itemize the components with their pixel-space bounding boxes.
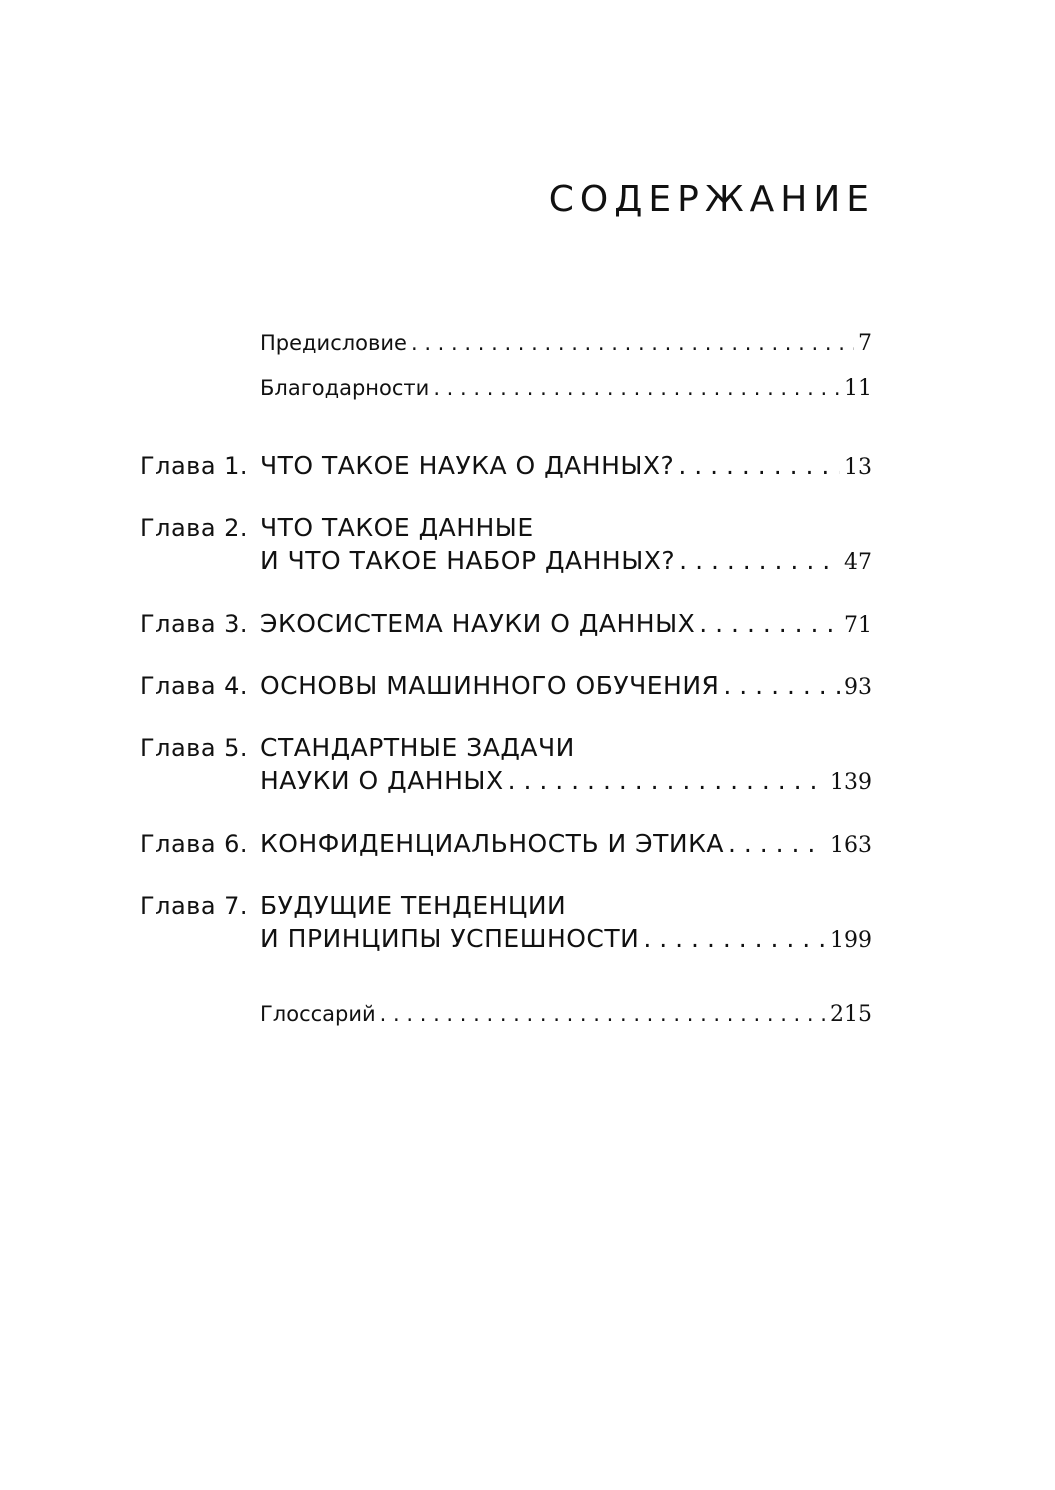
page-number: 93 — [844, 675, 872, 700]
entry-title: ЭКОСИСТЕМА НАУКИ О ДАННЫХ — [260, 609, 696, 638]
entry-title-continued: НАУКИ О ДАННЫХ — [260, 766, 504, 795]
toc-entry-chapter-7[interactable] — [140, 889, 872, 957]
page-number: 7 — [858, 331, 872, 356]
entry-title: КОНФИДЕНЦИАЛЬНОСТЬ И ЭТИКА — [260, 829, 724, 858]
toc-entry-chapter-3[interactable] — [140, 607, 872, 642]
toc-entry-chapter-2[interactable] — [140, 511, 872, 579]
page-number: 71 — [844, 613, 872, 638]
dot-leader — [728, 827, 826, 860]
page-number: 163 — [830, 833, 872, 858]
chapter-label: Глава 3. — [140, 610, 249, 638]
entry-title: Предисловие — [260, 331, 407, 355]
chapter-label: Глава 6. — [140, 830, 249, 858]
dot-leader — [699, 607, 840, 640]
dot-leader — [723, 669, 840, 702]
dot-leader — [678, 449, 840, 482]
toc-entry-acknowledgements[interactable] — [140, 373, 872, 404]
entry-title: ЧТО ТАКОЕ ДАННЫЕ — [260, 513, 534, 542]
toc-entry-glossary[interactable] — [140, 999, 872, 1030]
toc-entry-chapter-1[interactable] — [140, 449, 872, 484]
chapter-label: Глава 5. — [140, 734, 249, 762]
entry-title: Благодарности — [260, 376, 430, 400]
entry-title: СТАНДАРТНЫЕ ЗАДАЧИ — [260, 733, 575, 762]
chapter-label: Глава 7. — [140, 892, 249, 920]
dot-leader — [679, 544, 840, 577]
page-number: 47 — [844, 550, 872, 575]
toc-entry-chapter-5[interactable] — [140, 731, 872, 799]
dot-leader — [433, 373, 840, 403]
chapter-label: Глава 4. — [140, 672, 249, 700]
toc-entry-chapter-4[interactable] — [140, 669, 872, 704]
page-number: 199 — [830, 928, 872, 953]
page-number: 139 — [830, 770, 872, 795]
page-title: СОДЕРЖАНИЕ — [548, 179, 875, 220]
chapter-label: Глава 2. — [140, 514, 249, 542]
page-number: 215 — [830, 1002, 872, 1027]
entry-title: ЧТО ТАКОЕ НАУКА О ДАННЫХ? — [260, 451, 675, 480]
toc-entry-preface[interactable] — [140, 328, 872, 359]
entry-title-continued: И ПРИНЦИПЫ УСПЕШНОСТИ — [260, 924, 640, 953]
dot-leader — [411, 328, 854, 358]
page-number: 11 — [844, 376, 872, 401]
chapter-label: Глава 1. — [140, 452, 249, 480]
toc-entry-chapter-6[interactable] — [140, 827, 872, 862]
entry-title-continued: И ЧТО ТАКОЕ НАБОР ДАННЫХ? — [260, 546, 676, 575]
dot-leader — [643, 922, 826, 955]
entry-title: ОСНОВЫ МАШИННОГО ОБУЧЕНИЯ — [260, 671, 720, 700]
page-number: 13 — [844, 455, 872, 480]
dot-leader — [380, 999, 826, 1029]
entry-title: Глоссарий — [260, 1002, 376, 1026]
entry-title: БУДУЩИЕ ТЕНДЕНЦИИ — [260, 891, 567, 920]
dot-leader — [508, 764, 826, 797]
